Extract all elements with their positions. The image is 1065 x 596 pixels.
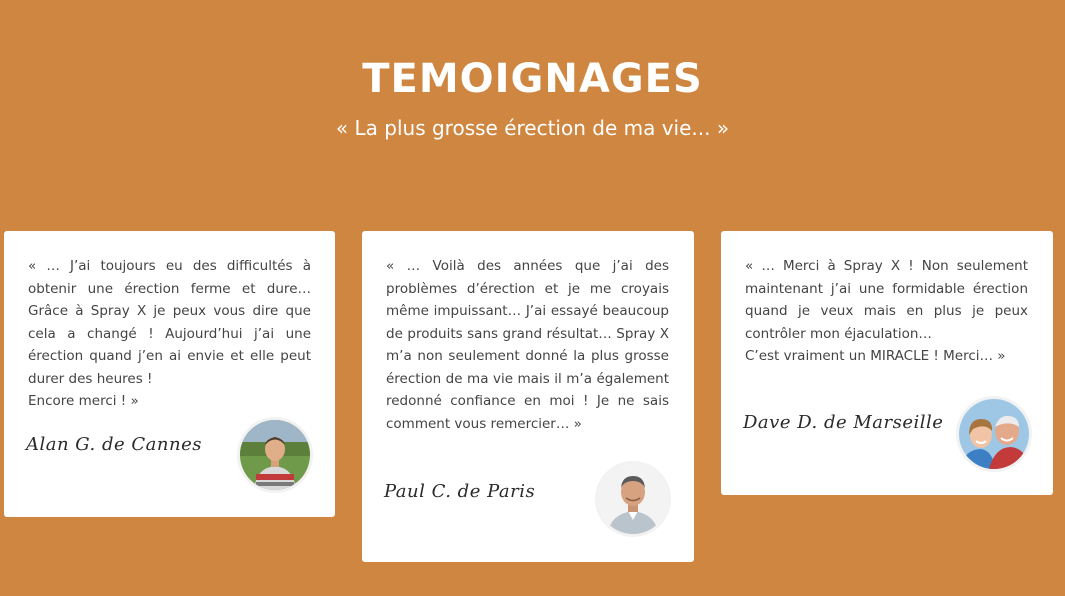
section-title: TEMOIGNAGES	[362, 56, 703, 102]
testimonial-card	[4, 231, 335, 517]
testimonial-signature: Paul C. de Paris	[384, 481, 536, 502]
testimonial-quote: « … Voilà des années que j’ai des problèmes d’érection et je me croyais même impuissant… J’ai essayé beaucoup de produits sans grand résultat… Spray X m’a non seulement donné la plus grosse érection de ma vie mais il m’a également redonné confiance en moi ! Je ne sais comment vous remercier… »	[386, 258, 669, 432]
testimonial-signature: Alan G. de Cannes	[26, 434, 202, 455]
man-portrait-icon	[598, 464, 668, 534]
man-portrait-icon	[240, 420, 310, 490]
section-subtitle: « La plus grosse érection de ma vie... »	[335, 116, 730, 140]
testimonial-quote: « … Merci à Spray X ! Non seulement maintenant j’ai une formidable érection quand je veux mais en plus je peux contrôler mon éjaculation… C’est vraiment un MIRACLE ! Merci… »	[745, 258, 1028, 364]
testimonial-quote: « … J’ai toujours eu des difficultés à obtenir une érection ferme et dure… Grâce à Spray X je peux vous dire que cela a changé ! Aujourd’hui j’ai une érection quand j’en ai envie et elle peut durer des heures ! Encore merci ! »	[28, 258, 311, 409]
testimonial-signature: Dave D. de Marseille	[743, 412, 944, 433]
testimonial-card	[721, 231, 1053, 495]
testimonial-card	[362, 231, 694, 562]
couple-portrait-icon	[959, 399, 1029, 469]
